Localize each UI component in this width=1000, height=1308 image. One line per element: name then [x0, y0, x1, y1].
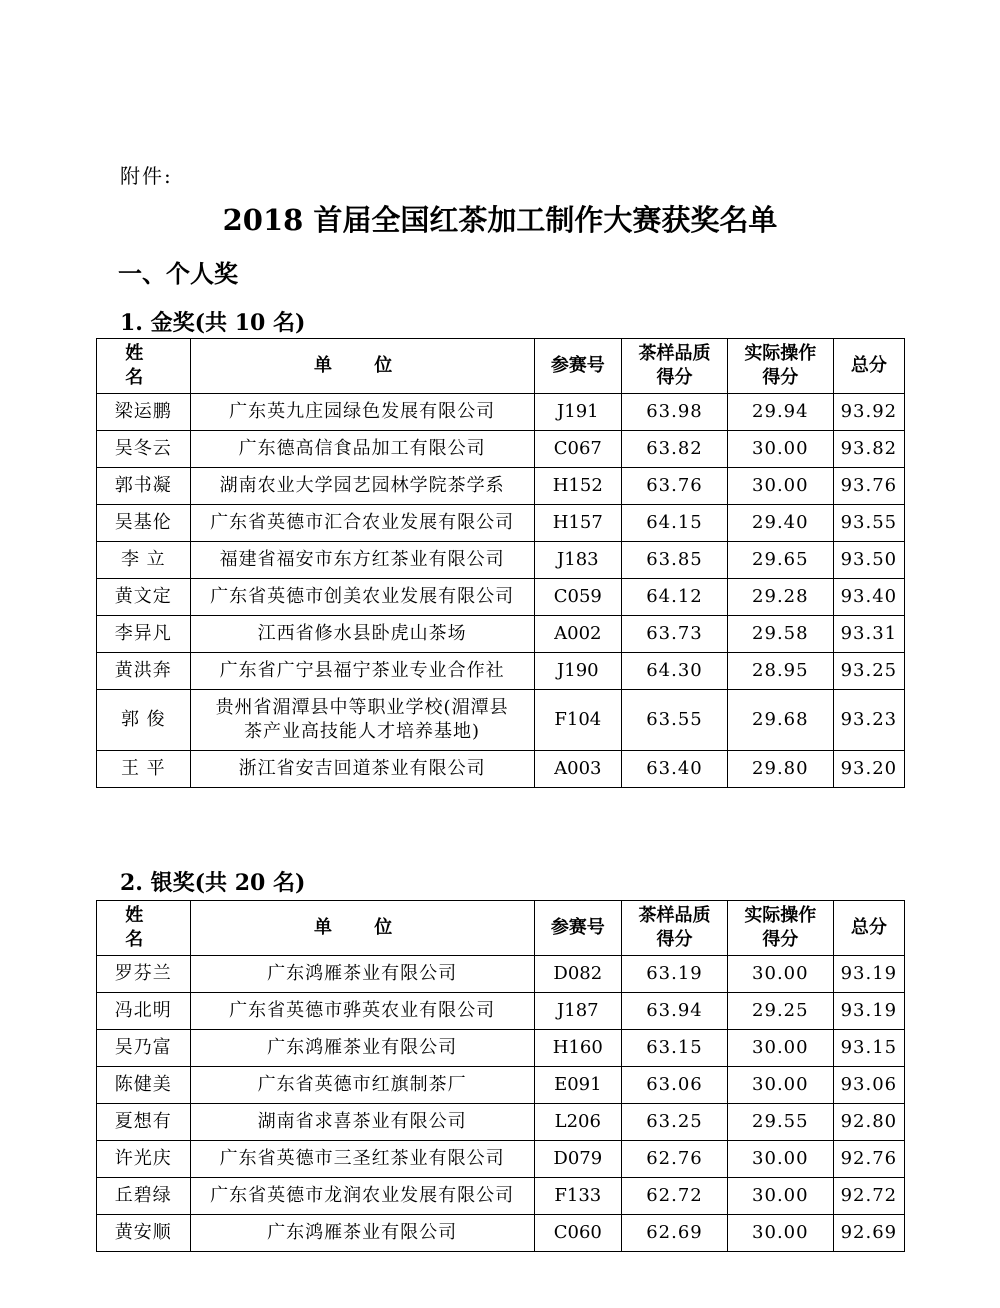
cell-total: 93.25 — [833, 653, 904, 690]
cell-total: 93.92 — [833, 394, 904, 431]
cell-name: 郭 俊 — [97, 690, 191, 751]
cell-name: 夏想有 — [97, 1104, 191, 1141]
cell-name: 陈健美 — [97, 1067, 191, 1104]
table-row — [97, 1104, 905, 1141]
cell-unit: 广东鸿雁茶业有限公司 — [190, 956, 534, 993]
gold-award-table — [96, 338, 905, 788]
cell-entry-no: C060 — [534, 1215, 622, 1252]
table-row — [97, 579, 905, 616]
cell-entry-no: J191 — [534, 394, 622, 431]
cell-quality: 63.73 — [622, 616, 728, 653]
gold-table-body — [97, 394, 905, 788]
cell-unit: 浙江省安吉回道茶业有限公司 — [190, 751, 534, 788]
table-row — [97, 616, 905, 653]
header-unit: 单 位 — [190, 901, 534, 956]
header-total: 总分 — [833, 901, 904, 956]
cell-operation: 30.00 — [727, 1178, 833, 1215]
gold-award-heading: 1. 金奖(共 10 名) — [120, 310, 306, 336]
cell-operation: 29.94 — [727, 394, 833, 431]
cell-name: 黄文定 — [97, 579, 191, 616]
cell-operation: 29.25 — [727, 993, 833, 1030]
cell-total: 93.23 — [833, 690, 904, 751]
cell-quality: 63.98 — [622, 394, 728, 431]
document-title: 2018 首届全国红茶加工制作大赛获奖名单 — [222, 203, 778, 237]
cell-total: 92.72 — [833, 1178, 904, 1215]
cell-entry-no: C067 — [534, 431, 622, 468]
cell-quality: 62.69 — [622, 1215, 728, 1252]
cell-name: 黄洪奔 — [97, 653, 191, 690]
cell-quality: 63.94 — [622, 993, 728, 1030]
cell-operation: 29.40 — [727, 505, 833, 542]
cell-operation: 30.00 — [727, 431, 833, 468]
cell-total: 92.76 — [833, 1141, 904, 1178]
cell-operation: 30.00 — [727, 468, 833, 505]
silver-award-heading: 2. 银奖(共 20 名) — [120, 870, 306, 896]
cell-name: 吴冬云 — [97, 431, 191, 468]
cell-unit: 广东省英德市红旗制茶厂 — [190, 1067, 534, 1104]
header-total: 总分 — [833, 339, 904, 394]
cell-unit: 广东省英德市汇合农业发展有限公司 — [190, 505, 534, 542]
cell-unit: 广东鸿雁茶业有限公司 — [190, 1215, 534, 1252]
cell-total: 93.55 — [833, 505, 904, 542]
cell-entry-no: E091 — [534, 1067, 622, 1104]
cell-entry-no: H152 — [534, 468, 622, 505]
cell-entry-no: C059 — [534, 579, 622, 616]
cell-quality: 62.76 — [622, 1141, 728, 1178]
cell-name: 郭书凝 — [97, 468, 191, 505]
cell-entry-no: L206 — [534, 1104, 622, 1141]
header-name: 姓 名 — [97, 901, 191, 956]
cell-total: 93.19 — [833, 993, 904, 1030]
silver-award-table — [96, 900, 905, 1252]
cell-entry-no: J183 — [534, 542, 622, 579]
cell-unit: 广东省广宁县福宁茶业专业合作社 — [190, 653, 534, 690]
cell-operation: 30.00 — [727, 1067, 833, 1104]
cell-quality: 63.25 — [622, 1104, 728, 1141]
cell-operation: 29.55 — [727, 1104, 833, 1141]
cell-entry-no: H160 — [534, 1030, 622, 1067]
table-row — [97, 431, 905, 468]
table-row — [97, 1215, 905, 1252]
cell-unit: 广东德高信食品加工有限公司 — [190, 431, 534, 468]
table-row — [97, 690, 905, 751]
table-row — [97, 1178, 905, 1215]
cell-unit: 湖南省求喜茶业有限公司 — [190, 1104, 534, 1141]
cell-entry-no: J187 — [534, 993, 622, 1030]
cell-unit: 贵州省湄潭县中等职业学校(湄潭县 茶产业高技能人才培养基地) — [190, 690, 534, 751]
cell-operation: 28.95 — [727, 653, 833, 690]
cell-entry-no: D082 — [534, 956, 622, 993]
cell-name: 梁运鹏 — [97, 394, 191, 431]
table-row — [97, 993, 905, 1030]
section-heading: 一、个人奖 — [118, 259, 238, 288]
cell-total: 93.19 — [833, 956, 904, 993]
cell-unit: 广东鸿雁茶业有限公司 — [190, 1030, 534, 1067]
cell-operation: 29.80 — [727, 751, 833, 788]
cell-name: 许光庆 — [97, 1141, 191, 1178]
cell-operation: 30.00 — [727, 1141, 833, 1178]
header-operation: 实际操作 得分 — [727, 339, 833, 394]
cell-quality: 62.72 — [622, 1178, 728, 1215]
table-row — [97, 751, 905, 788]
cell-unit: 广东省英德市骅英农业有限公司 — [190, 993, 534, 1030]
table-row — [97, 542, 905, 579]
header-entry-no: 参赛号 — [534, 339, 622, 394]
header-unit: 单 位 — [190, 339, 534, 394]
table-row — [97, 468, 905, 505]
cell-total: 92.80 — [833, 1104, 904, 1141]
cell-unit: 广东省英德市创美农业发展有限公司 — [190, 579, 534, 616]
attachment-label: 附件: — [120, 164, 173, 188]
cell-quality: 63.40 — [622, 751, 728, 788]
table-row — [97, 1030, 905, 1067]
cell-unit: 湖南农业大学园艺园林学院茶学系 — [190, 468, 534, 505]
cell-name: 冯北明 — [97, 993, 191, 1030]
table-row — [97, 1141, 905, 1178]
cell-total: 92.69 — [833, 1215, 904, 1252]
table-row — [97, 956, 905, 993]
cell-name: 王 平 — [97, 751, 191, 788]
cell-name: 黄安顺 — [97, 1215, 191, 1252]
cell-operation: 29.68 — [727, 690, 833, 751]
cell-quality: 64.30 — [622, 653, 728, 690]
cell-quality: 63.55 — [622, 690, 728, 751]
header-quality: 茶样品质 得分 — [622, 339, 728, 394]
cell-operation: 29.65 — [727, 542, 833, 579]
cell-entry-no: A003 — [534, 751, 622, 788]
cell-name: 罗芬兰 — [97, 956, 191, 993]
cell-total: 93.20 — [833, 751, 904, 788]
cell-name: 李 立 — [97, 542, 191, 579]
cell-operation: 30.00 — [727, 956, 833, 993]
table-header — [97, 901, 905, 956]
cell-operation: 29.58 — [727, 616, 833, 653]
table-row — [97, 394, 905, 431]
table-row — [97, 505, 905, 542]
table-header — [97, 339, 905, 394]
cell-total: 93.82 — [833, 431, 904, 468]
cell-quality: 63.76 — [622, 468, 728, 505]
cell-entry-no: F104 — [534, 690, 622, 751]
cell-entry-no: D079 — [534, 1141, 622, 1178]
cell-quality: 63.19 — [622, 956, 728, 993]
cell-entry-no: J190 — [534, 653, 622, 690]
cell-operation: 30.00 — [727, 1215, 833, 1252]
silver-table-body — [97, 956, 905, 1252]
cell-total: 93.15 — [833, 1030, 904, 1067]
cell-quality: 63.06 — [622, 1067, 728, 1104]
cell-name: 吴乃富 — [97, 1030, 191, 1067]
header-entry-no: 参赛号 — [534, 901, 622, 956]
cell-total: 93.06 — [833, 1067, 904, 1104]
cell-quality: 63.82 — [622, 431, 728, 468]
cell-total: 93.76 — [833, 468, 904, 505]
cell-quality: 64.12 — [622, 579, 728, 616]
header-name: 姓 名 — [97, 339, 191, 394]
cell-unit: 福建省福安市东方红茶业有限公司 — [190, 542, 534, 579]
cell-name: 丘碧绿 — [97, 1178, 191, 1215]
cell-total: 93.40 — [833, 579, 904, 616]
cell-quality: 63.85 — [622, 542, 728, 579]
header-quality: 茶样品质 得分 — [622, 901, 728, 956]
cell-name: 李异凡 — [97, 616, 191, 653]
table-row — [97, 653, 905, 690]
cell-entry-no: F133 — [534, 1178, 622, 1215]
cell-unit: 江西省修水县卧虎山茶场 — [190, 616, 534, 653]
header-operation: 实际操作 得分 — [727, 901, 833, 956]
cell-entry-no: A002 — [534, 616, 622, 653]
cell-quality: 64.15 — [622, 505, 728, 542]
cell-entry-no: H157 — [534, 505, 622, 542]
cell-unit: 广东省英德市三圣红茶业有限公司 — [190, 1141, 534, 1178]
cell-operation: 30.00 — [727, 1030, 833, 1067]
cell-total: 93.31 — [833, 616, 904, 653]
cell-unit: 广东英九庄园绿色发展有限公司 — [190, 394, 534, 431]
cell-quality: 63.15 — [622, 1030, 728, 1067]
cell-unit: 广东省英德市龙润农业发展有限公司 — [190, 1178, 534, 1215]
cell-operation: 29.28 — [727, 579, 833, 616]
table-row — [97, 1067, 905, 1104]
cell-total: 93.50 — [833, 542, 904, 579]
cell-name: 吴基伦 — [97, 505, 191, 542]
